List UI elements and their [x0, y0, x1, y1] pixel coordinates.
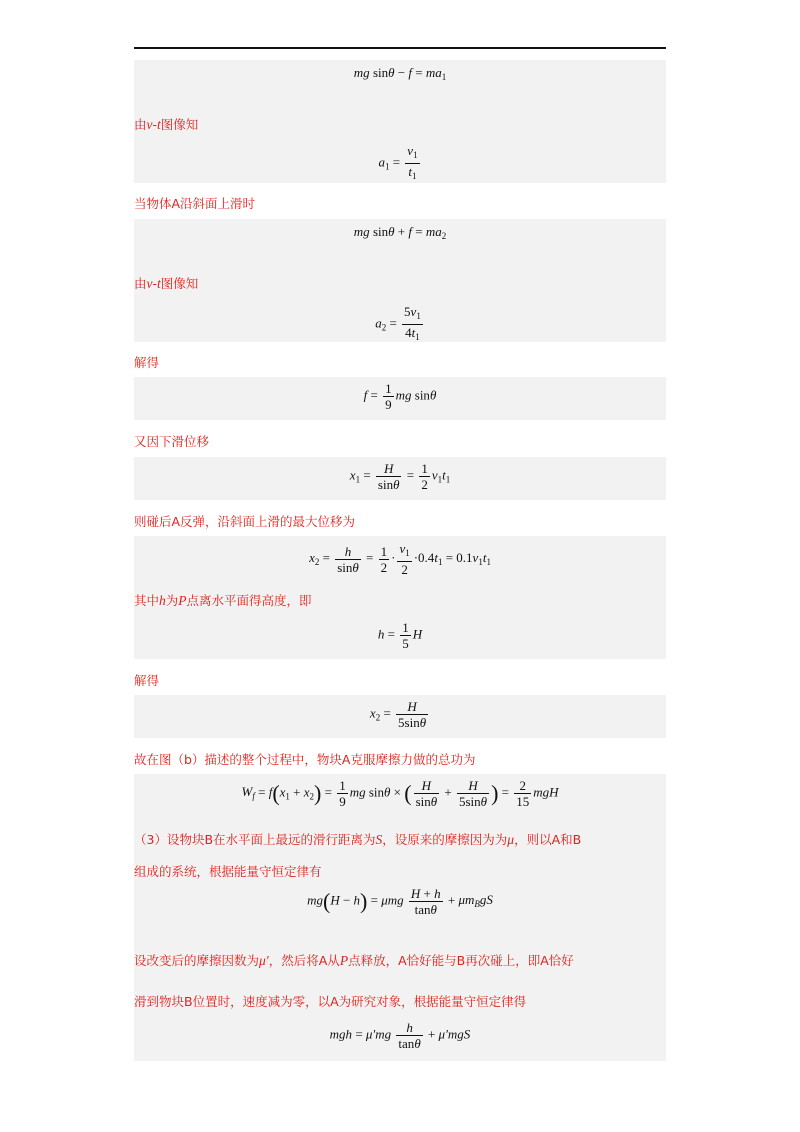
text-line-2: 当物体A沿斜面上滑时: [134, 196, 256, 211]
text-line-8: 解得: [134, 673, 160, 688]
equation-e4: $a_2$ = $\frac{5v_1}{4t_1}$: [375, 304, 421, 342]
equation-box-7: [134, 774, 666, 1061]
equation-e12: mgh = μ′mg $\frac{h}{\tan\theta}$ + μ′mgS: [329, 1020, 471, 1051]
header-rule: [134, 47, 666, 49]
text-line-3: 由v-t图像知: [134, 276, 199, 291]
text-line-6: 则碰后A反弹，沿斜面上滑的最大位移为: [134, 514, 356, 529]
text-line-10: （3）设物块B在水平面上最远的滑行距离为S，设原来的摩擦因为为μ，则以A和B: [134, 832, 582, 847]
text-line-9: 故在图（b）描述的整个过程中，物块A克服摩擦力做的总功为: [134, 752, 476, 767]
equation-box-2: [134, 219, 666, 342]
equation-e6: $x_1$ = $\frac{H}{\sin\theta}$ = $\frac{1}{2}$ $v_1t_1$: [349, 461, 451, 492]
equation-e3: mg $\sin\theta + f = ma_2$: [353, 224, 447, 241]
equation-e8: h = $\frac{1}{5}$ H: [377, 620, 423, 651]
equation-box-1: [134, 60, 666, 183]
equation-e9: $x_2$ = $\frac{H}{5\sin\theta}$: [369, 699, 427, 730]
equation-e10: $W_f = f(x_1 + x_2)$ = $\frac{1}{9}$ mg sinθ × ( $\frac{H}{\sin\theta}$ + $\frac{H}{5\sin\theta}$ ) = $\frac{2}{15}$ mgH: [241, 778, 559, 809]
text-line-1: 由v-t图像知: [134, 117, 199, 132]
equation-e1: mg $\sin\theta - f = ma_1$: [353, 65, 447, 82]
equation-e7: $x_2$ = $\frac{h}{\sin\theta}$ = $\frac{1}{2}$ · $\frac{v_1}{2}$ $\cdot 0.4t_1 = 0.1v_1t_1$: [309, 541, 491, 577]
equation-box-6: [134, 695, 666, 738]
text-line-12: 设改变后的摩擦因数为μ′，然后将A从P点释放，A恰好能与B再次碰上，即A恰好: [134, 953, 574, 968]
equation-box-4: [134, 457, 666, 500]
text-line-4: 解得: [134, 355, 160, 370]
text-line-5: 又因下滑位移: [134, 434, 210, 449]
equation-e2: $a_1$ = $\frac{v_1}{t_1}$: [378, 143, 418, 181]
text-line-11: 组成的系统，根据能量守恒定律有: [134, 864, 322, 879]
equation-box-3: [134, 377, 666, 420]
text-line-13: 滑到物块B位置时，速度减为零，以A为研究对象，根据能量守恒定律得: [134, 994, 527, 1009]
equation-e5: f = $\frac{1}{9}$ mg sinθ: [363, 381, 437, 412]
text-line-7: 其中h为P点离水平面得高度，即: [134, 593, 312, 608]
equation-e11: mg(H − h) = μmg $\frac{H + h}{\tan\theta}$ + $\mu m_BgS$: [307, 886, 493, 917]
